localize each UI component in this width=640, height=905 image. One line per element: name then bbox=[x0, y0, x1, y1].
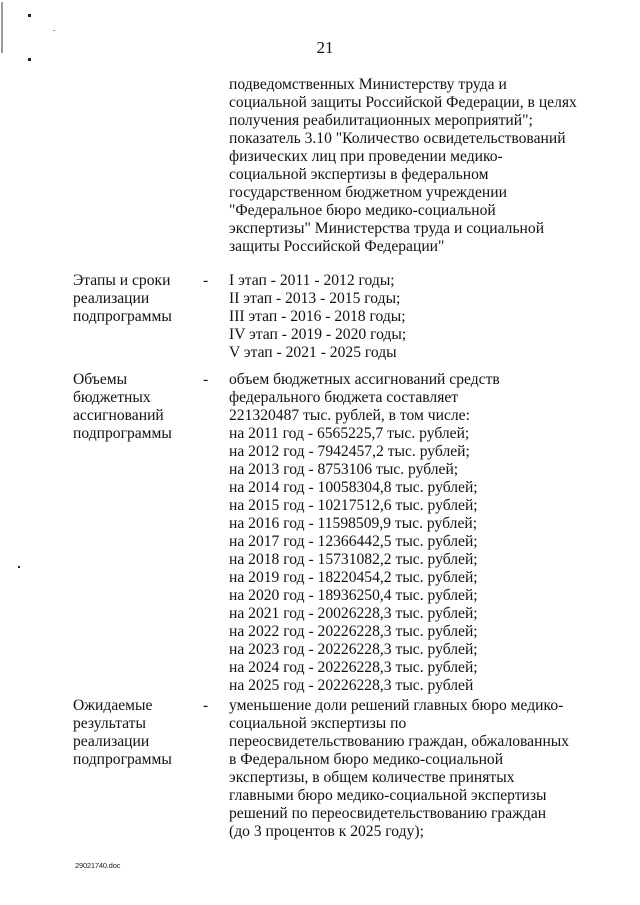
section-value-line: переосвидетельствованию граждан, обжалованных bbox=[229, 733, 570, 750]
section-value-line: уменьшение доли решений главных бюро медико- bbox=[229, 697, 564, 714]
section-value-line: на 2022 год - 20226228,3 тыс. рублей; bbox=[229, 623, 478, 640]
section-label-line: реализации bbox=[73, 733, 150, 750]
scan-speck bbox=[18, 566, 20, 568]
section-label-line: Этапы и сроки bbox=[73, 272, 171, 289]
section-label-line: Объемы bbox=[73, 371, 128, 388]
section-dash: - bbox=[203, 371, 209, 388]
section-value-line: (до 3 процентов к 2025 году); bbox=[229, 823, 424, 840]
text-line: "Федеральное бюро медико-социальной bbox=[229, 202, 496, 219]
section-value-line: II этап - 2013 - 2015 годы; bbox=[229, 290, 401, 307]
scan-speck bbox=[28, 58, 31, 61]
text-line: социальной экспертизы в федеральном bbox=[229, 166, 489, 183]
text-line: экспертизы" Министерства труда и социальной bbox=[229, 220, 545, 237]
section-label-line: реализации bbox=[73, 290, 150, 307]
text-line: защиты Российской Федерации" bbox=[229, 238, 445, 255]
page-number: 21 bbox=[316, 38, 334, 57]
section-value-line: на 2020 год - 18936250,4 тыс. рублей; bbox=[229, 587, 478, 604]
section-value-line: главными бюро медико-социальной экспертизы bbox=[229, 787, 547, 804]
section-value-line: экспертизы, в общем количестве принятых bbox=[229, 769, 515, 786]
section-value-line: на 2023 год - 20226228,3 тыс. рублей; bbox=[229, 641, 478, 658]
section-value-line: на 2015 год - 10217512,6 тыс. рублей; bbox=[229, 497, 478, 514]
scan-speck bbox=[28, 14, 31, 17]
section-label-line: подпрограммы bbox=[73, 751, 172, 768]
section-value-line: на 2012 год - 7942457,2 тыс. рублей; bbox=[229, 443, 470, 460]
section-value-line: на 2024 год - 20226228,3 тыс. рублей; bbox=[229, 659, 478, 676]
section-value-line: на 2011 год - 6565225,7 тыс. рублей; bbox=[229, 425, 470, 442]
section-value-line: V этап - 2021 - 2025 годы bbox=[229, 344, 397, 361]
section-value-line: 221320487 тыс. рублей, в том числе: bbox=[229, 407, 470, 424]
section-value-line: на 2013 год - 8753106 тыс. рублей; bbox=[229, 461, 459, 478]
text-line: подведомственных Министерству труда и bbox=[229, 76, 507, 93]
footer-filename: 29021740.doc bbox=[75, 861, 121, 870]
section-value-line: на 2025 год - 20226228,3 тыс. рублей bbox=[229, 677, 474, 694]
text-line: показатель 3.10 "Количество освидетельствований bbox=[229, 130, 566, 147]
section-value-line: решений по переосвидетельствованию граждан bbox=[229, 805, 547, 822]
section-value-line: на 2016 год - 11598509,9 тыс. рублей; bbox=[229, 515, 478, 532]
section-value-line: на 2021 год - 20026228,3 тыс. рублей; bbox=[229, 605, 478, 622]
scan-speck bbox=[53, 30, 55, 31]
text-line: государственном бюджетном учреждении bbox=[229, 184, 507, 201]
section-label-line: подпрограммы bbox=[73, 425, 172, 442]
text-line: физических лиц при проведении медико- bbox=[229, 148, 503, 165]
text-line: социальной защиты Российской Федерации, в целях bbox=[229, 94, 577, 111]
section-value-line: на 2017 год - 12366442,5 тыс. рублей; bbox=[229, 533, 478, 550]
section-value-line: на 2019 год - 18220454,2 тыс. рублей; bbox=[229, 569, 478, 586]
section-label-line: подпрограммы bbox=[73, 308, 172, 325]
section-value-line: объем бюджетных ассигнований средств bbox=[229, 371, 500, 388]
section-label-line: Ожидаемые bbox=[73, 697, 153, 714]
section-value-line: в Федеральном бюро медико-социальной bbox=[229, 751, 504, 768]
section-dash: - bbox=[203, 272, 209, 289]
text-line: получения реабилитационных мероприятий"; bbox=[229, 112, 533, 129]
section-value-line: на 2014 год - 10058304,8 тыс. рублей; bbox=[229, 479, 478, 496]
section-value-line: социальной экспертизы по bbox=[229, 715, 407, 732]
section-dash: - bbox=[203, 697, 209, 714]
section-value-line: I этап - 2011 - 2012 годы; bbox=[229, 272, 395, 289]
section-value-line: на 2018 год - 15731082,2 тыс. рублей; bbox=[229, 551, 478, 568]
section-value-line: IV этап - 2019 - 2020 годы; bbox=[229, 326, 407, 343]
section-label-line: ассигнований bbox=[73, 407, 164, 424]
section-value-line: III этап - 2016 - 2018 годы; bbox=[229, 308, 406, 325]
section-label-line: результаты bbox=[73, 715, 146, 732]
section-label-line: бюджетных bbox=[73, 389, 151, 406]
section-value-line: федерального бюджета составляет bbox=[229, 389, 459, 406]
